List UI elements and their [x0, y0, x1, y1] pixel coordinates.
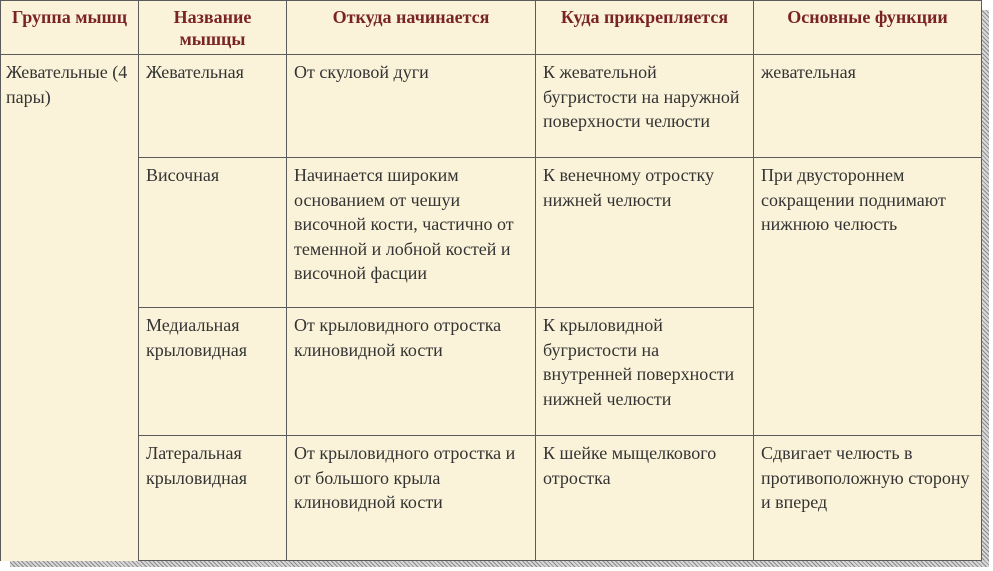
muscle-function: жевательная — [754, 55, 982, 158]
header-origin: Откуда начинается — [287, 1, 536, 55]
header-group: Группа мышц — [1, 1, 139, 55]
muscle-origin: От крыловидного отростка клиновидной кости — [287, 308, 536, 436]
muscle-function: При двустороннем сокращении поднимают нижнюю челюсть — [754, 158, 982, 436]
muscle-origin: Начинается широким основанием от чешуи височной кости, частично от теменной и лобной костей и височной фасции — [287, 158, 536, 308]
header-insertion: Куда прикрепляется — [536, 1, 754, 55]
muscle-insertion: К крыловидной бугристости на внутренней поверхности нижней челюсти — [536, 308, 754, 436]
table-row — [1, 436, 982, 561]
muscle-insertion: К шейке мыщелкового отростка — [536, 436, 754, 561]
muscle-name: Жевательная — [139, 55, 287, 158]
muscle-name: Медиальная крыловидная — [139, 308, 287, 436]
muscle-insertion: К жевательной бугристости на наружной поверхности челюсти — [536, 55, 754, 158]
header-function: Основные функции — [754, 1, 982, 55]
group-cell: Жевательные (4 пары) — [1, 55, 139, 561]
table-header-row — [1, 1, 982, 55]
table-row — [1, 55, 982, 158]
muscle-origin: От скуловой дуги — [287, 55, 536, 158]
table-shadow-bottom — [10, 560, 989, 567]
table-row — [1, 158, 982, 308]
header-name: Название мышцы — [139, 1, 287, 55]
muscle-name: Латеральная крыловидная — [139, 436, 287, 561]
muscle-function: Сдвигает челюсть в противоположную сторону и вперед — [754, 436, 982, 561]
muscle-name: Височная — [139, 158, 287, 308]
muscle-insertion: К венечному отростку нижней челюсти — [536, 158, 754, 308]
muscle-origin: От крыловидного отростка и от большого крыла клиновидной кости — [287, 436, 536, 561]
table-shadow-right — [981, 10, 989, 566]
